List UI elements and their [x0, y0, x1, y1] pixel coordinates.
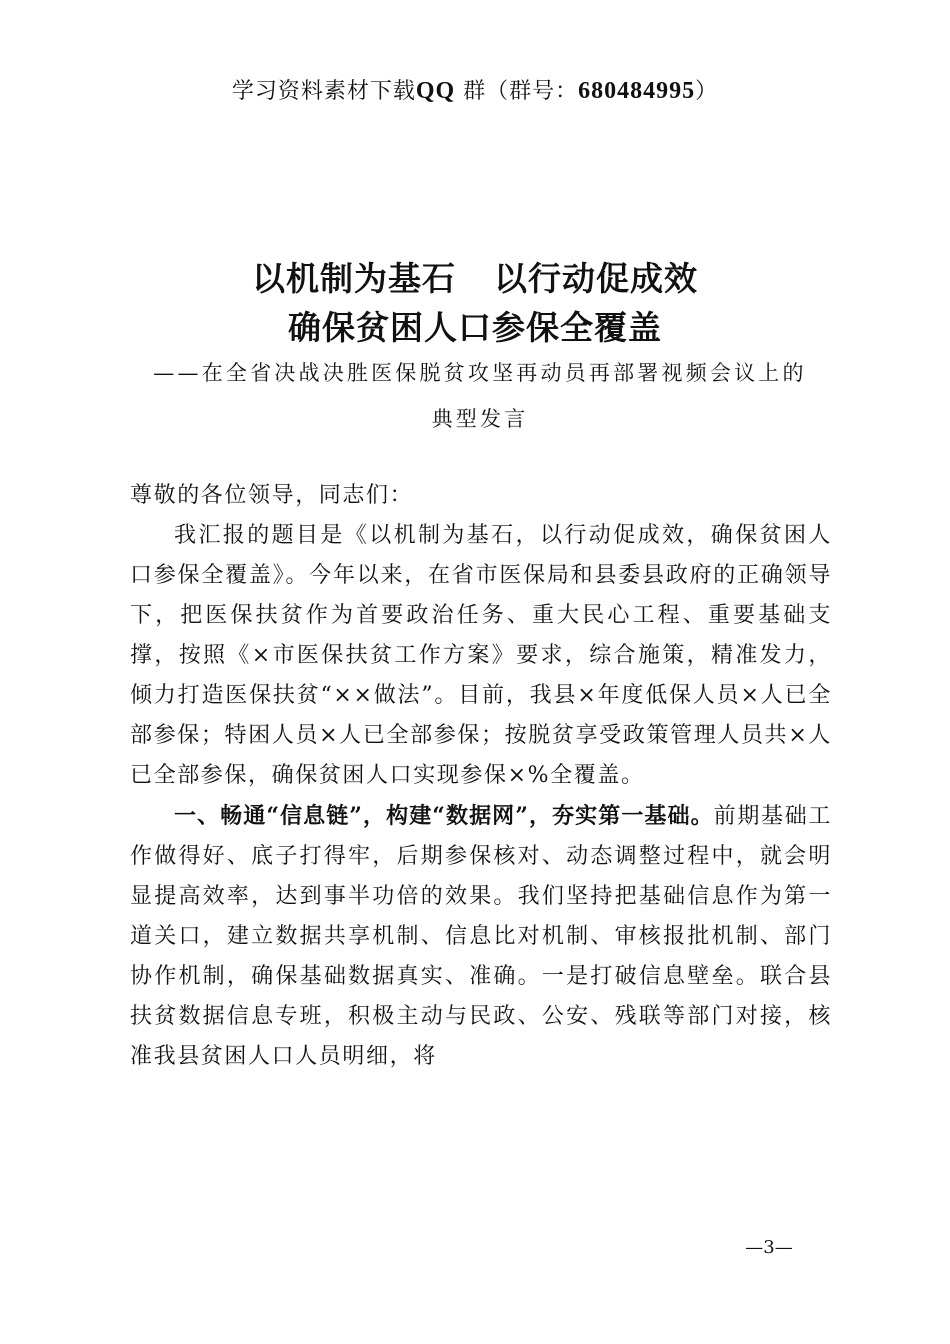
salutation: 尊敬的各位领导，同志们：: [130, 483, 414, 508]
page-number: —3—: [745, 1237, 793, 1258]
header-suffix: ）: [695, 79, 719, 104]
header-qq: QQ: [415, 78, 456, 104]
header-middle: 群（群号：: [455, 79, 579, 104]
document-subtitle: [120, 350, 840, 442]
title-line-1-part-2: 以行动促成效: [494, 259, 698, 298]
document-body: [130, 476, 832, 1077]
subtitle-line-2: 典型发言: [431, 407, 529, 431]
document-title: [0, 254, 950, 352]
title-line-1: [0, 254, 950, 303]
header-note: [0, 74, 950, 105]
title-line-1-part-1: 以机制为基石: [252, 259, 456, 298]
section-1-text: 前期基础工作做得好、底子打得牢，后期参保核对、动态调整过程中，就会明显提高效率，达到事半功倍的效果。我们坚持把基础信息作为第一道关口，建立数据共享机制、信息比对机制、审核报批机制、部门协作机制，确保基础数据真实、准确。一是打破信息壁垒。联合县扶贫数据信息专班，积极主动与民政、公安、残联等部门对接，核准我县贫困人口人员明细，将: [130, 804, 832, 1069]
header-group-number: 680484995: [578, 78, 696, 104]
title-line-2: 确保贫困人口参保全覆盖: [288, 308, 662, 347]
paragraph-section-1: [130, 796, 832, 1077]
header-prefix: 学习资料素材下载: [231, 79, 416, 104]
subtitle-line-1: ——在全省决战决胜医保脱贫攻坚再动员再部署视频会议上的: [153, 361, 807, 385]
section-1-heading: 一、畅通“信息链”，构建“数据网”，夯实第一基础。: [174, 803, 714, 829]
paragraph-intro: 我汇报的题目是《以机制为基石，以行动促成效，确保贫困人口参保全覆盖》。今年以来，在省市医保局和县委县政府的正确领导下，把医保扶贫作为首要政治任务、重大民心工程、重要基础支撑，按照《×市医保扶贫工作方案》要求，综合施策，精准发力，倾力打造医保扶贫“××做法”。目前，我县×年度低保人员×人已全部参保；特困人员×人已全部参保；按脱贫享受政策管理人员共×人已全部参保，确保贫困人口实现参保×%全覆盖。: [130, 523, 832, 788]
